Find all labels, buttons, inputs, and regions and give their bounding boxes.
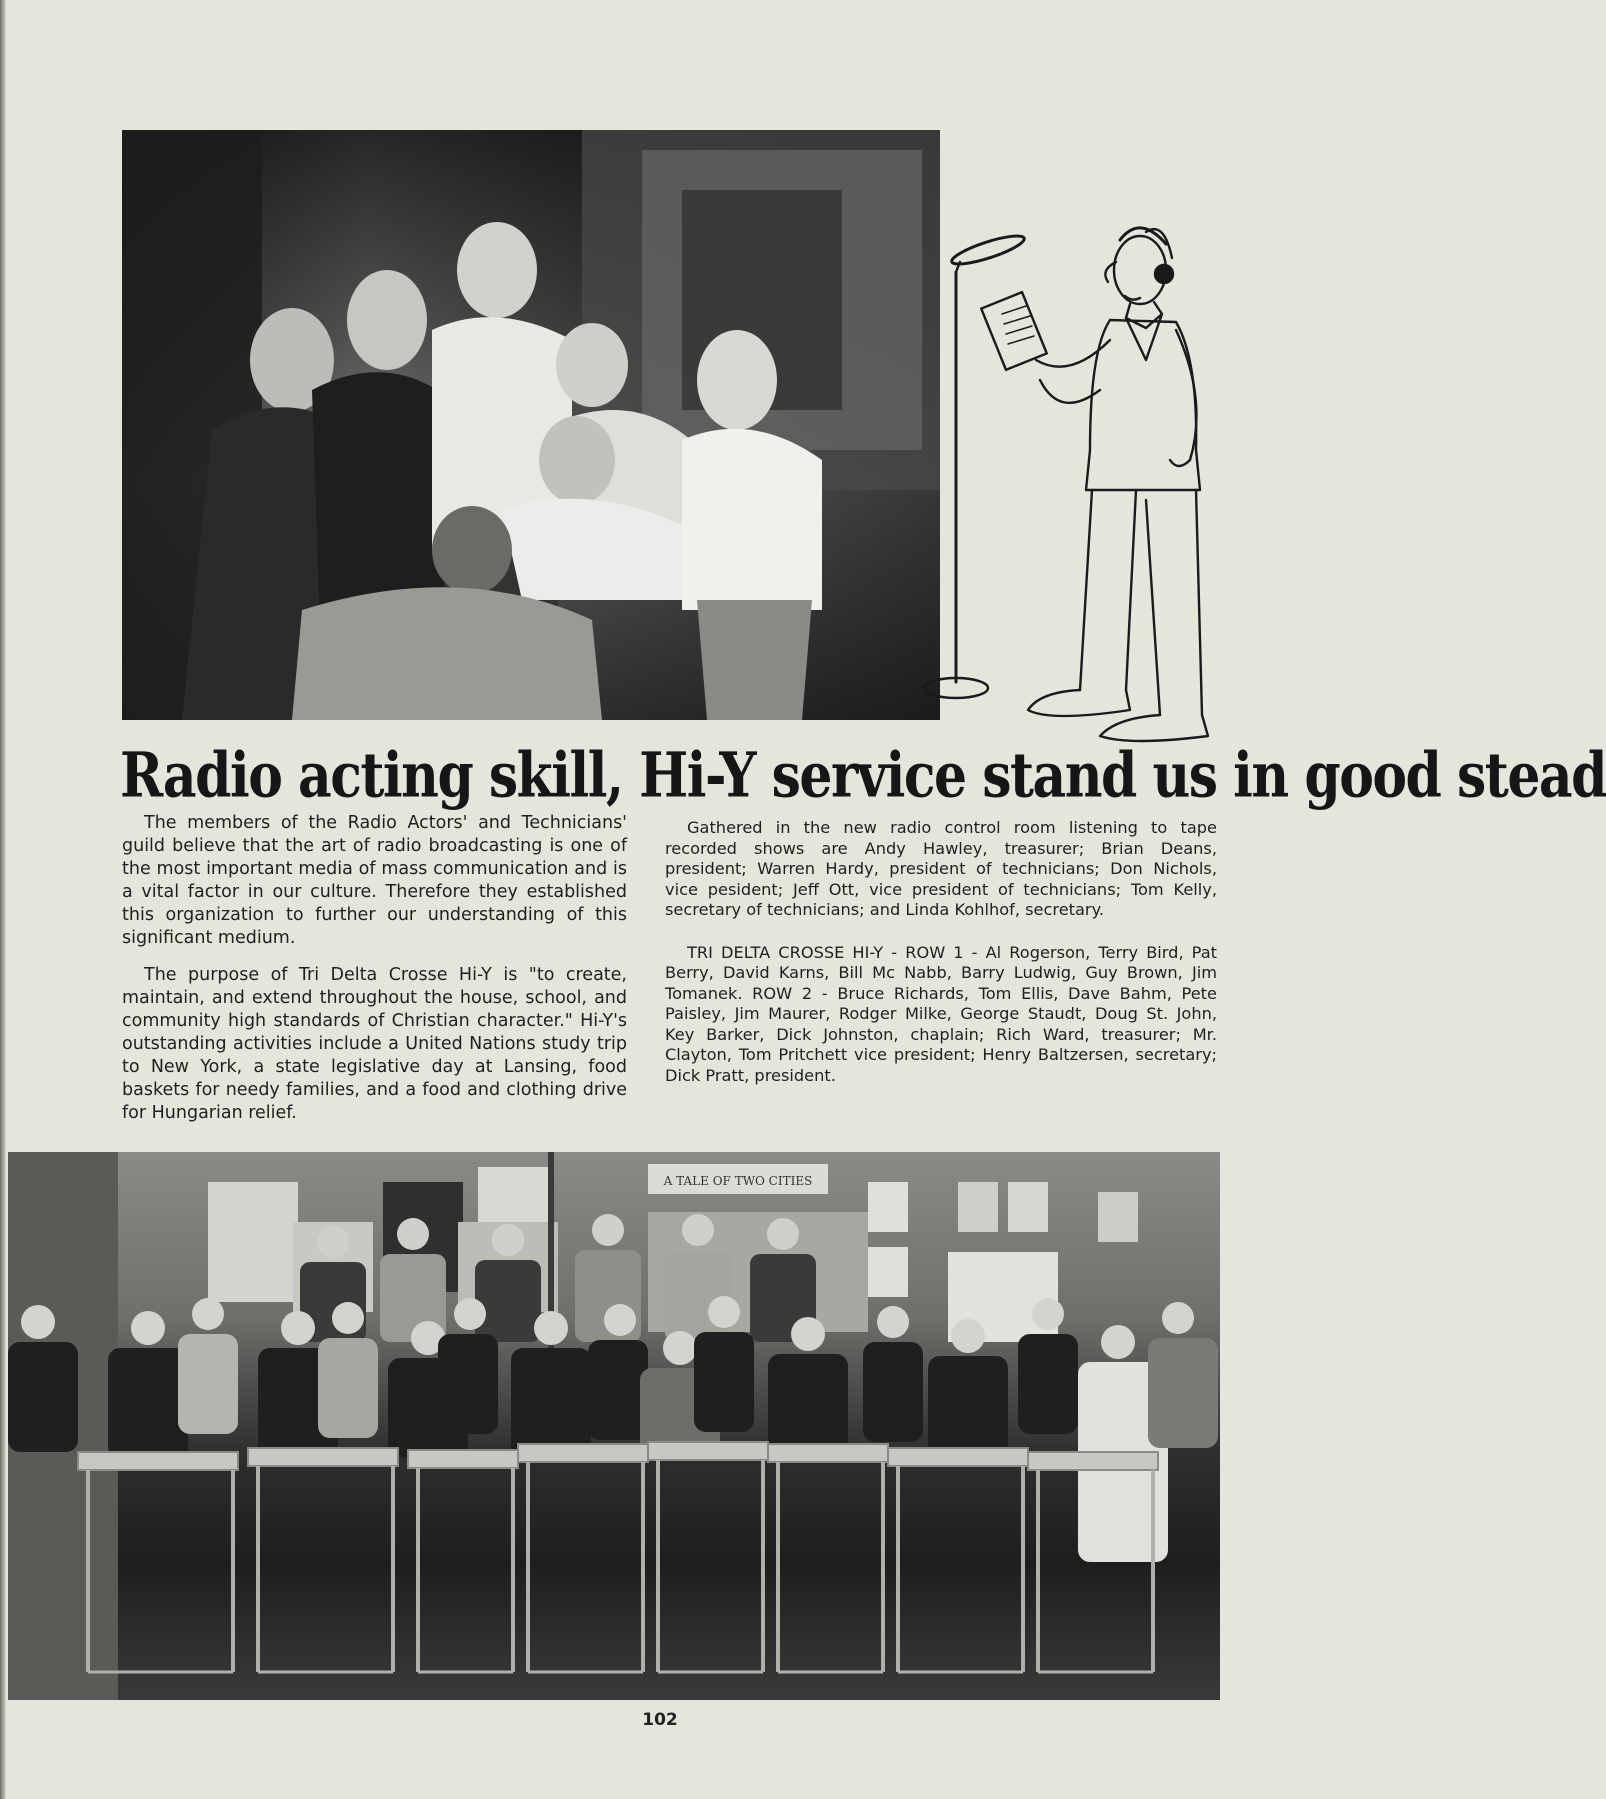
hi-y-group-caption: TRI DELTA CROSSE HI-Y - ROW 1 - Al Rogerson, Terry Bird, Pat Berry, David Karns, Bill Mc Nabb, Barry Ludwig, Guy Brown, Jim Tomanek. ROW 2 - Bruce Richards, Tom Ellis, Dave Bahm, Pete Paisley, Jim Maurer, Rodger Milke, George Staudt, Doug St. John, Key Barker, Dick Johnston, chaplain; Rich Ward, treasurer; Mr. Clayton, Tom Pritchett vice president; Henry Baltzersen, secretary; Dick Pratt, president.: [665, 942, 1217, 1085]
left-text-column: [122, 812, 627, 1139]
hi-y-group-photo: [8, 1152, 1220, 1700]
hi-y-purpose-paragraph: The purpose of Tri Delta Crosse Hi-Y is "to create, maintain, and extend throughout the house, school, and community high standards of Christian character." Hi-Y's outstanding activities include a United Nations study trip to New York, a state legislative day at Lansing, food baskets for needy families, and a food and clothing drive for Hungarian relief.: [122, 965, 627, 1123]
right-caption-column: [665, 818, 1217, 1108]
radio-photo-caption: Gathered in the new radio control room listening to tape recorded shows are Andy Hawley, treasurer; Brian Deans, president; Warren Hardy, president of technicians; Don Nichols, vice pesident; Jeff Ott, vice president of technicians; Tom Kelly, secretary of technicians; and Linda Kohlhof, secretary.: [665, 818, 1217, 919]
radio-announcer-illustration: [940, 210, 1250, 745]
page-headline: Radio acting skill, Hi-Y service stand us in good stead: [120, 740, 1606, 812]
radio-control-room-photo: [122, 130, 940, 720]
banner-text: A TALE OF TWO CITIES: [663, 1174, 813, 1188]
radio-guild-paragraph: The members of the Radio Actors' and Technicians' guild believe that the art of radio broadcasting is one of the most important media of mass communication and is a vital factor in our culture. Therefore they established this organization to further our understanding of this significant medium.: [122, 813, 627, 948]
page-number: 102: [642, 1710, 678, 1730]
page-edge: [0, 0, 6, 1799]
